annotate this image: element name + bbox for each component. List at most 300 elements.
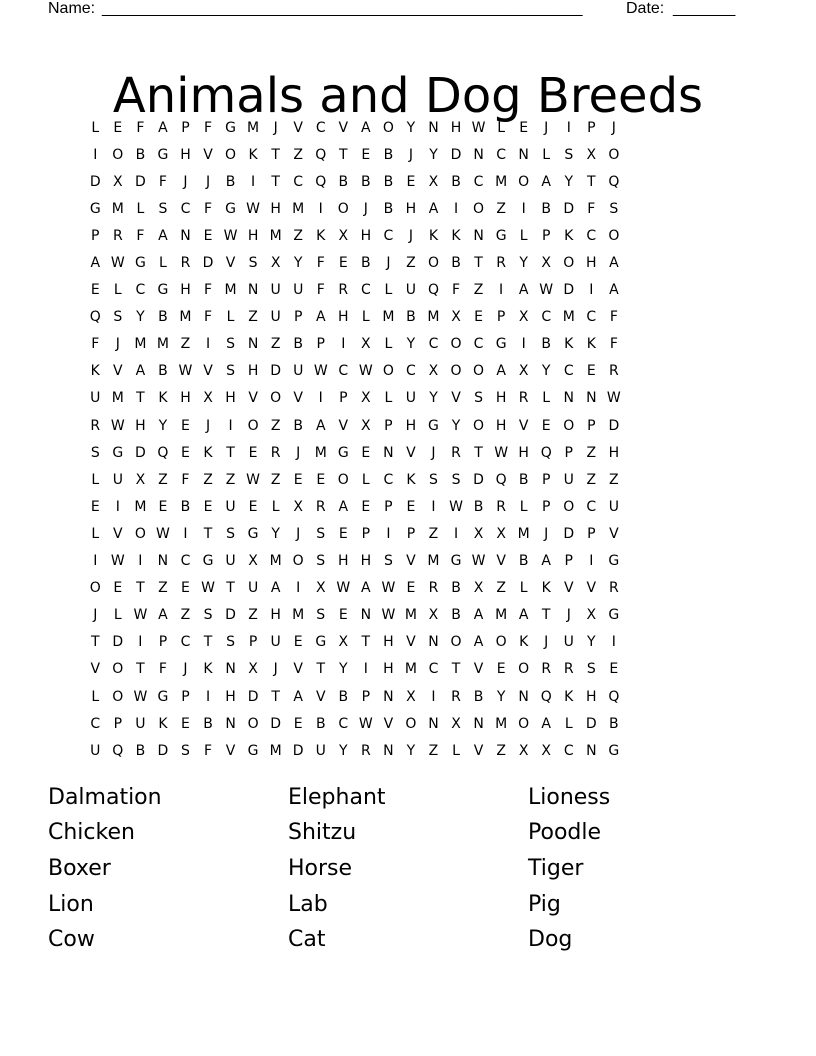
grid-letter: S [316, 607, 326, 624]
grid-letter: U [563, 471, 574, 488]
grid-letter: N [518, 688, 529, 705]
grid-letter: G [608, 742, 620, 759]
grid-letter: W [178, 363, 193, 380]
grid-letter: S [586, 661, 596, 678]
grid-letter: W [471, 553, 486, 570]
grid-letter: Q [157, 444, 169, 461]
grid-letter: P [339, 390, 348, 407]
grid-letter: G [157, 146, 169, 163]
grid-letter: W [358, 715, 373, 732]
grid-letter: B [315, 715, 326, 732]
grid-letter: W [381, 607, 396, 624]
grid-letter: K [428, 227, 439, 244]
grid-letter: Q [89, 309, 101, 326]
grid-letter: A [361, 580, 371, 597]
grid-letter: Z [225, 471, 236, 488]
grid-letter: H [383, 634, 394, 651]
grid-letter: L [159, 255, 167, 272]
grid-letter: O [112, 661, 124, 678]
grid-letter: R [451, 688, 461, 705]
grid-letter: M [517, 525, 530, 542]
grid-letter: N [473, 715, 484, 732]
grid-letter: P [541, 498, 551, 515]
grid-letter: I [341, 336, 346, 353]
grid-letter: H [608, 444, 620, 461]
grid-letter: T [587, 173, 596, 190]
grid-row [84, 737, 625, 764]
grid-letter: T [136, 661, 145, 678]
grid-letter: Y [158, 417, 168, 434]
grid-letter: X [428, 607, 439, 624]
grid-letter: T [271, 146, 280, 163]
grid-letter: S [226, 336, 235, 353]
grid-letter: H [135, 417, 146, 434]
grid-letter: I [115, 498, 120, 515]
grid-letter: I [566, 119, 571, 136]
grid-letter: T [541, 607, 551, 624]
grid-letter: I [431, 688, 436, 705]
grid-letter: P [564, 444, 573, 461]
grid-letter: O [405, 715, 417, 732]
grid-letter: L [113, 607, 122, 624]
word-list [48, 780, 768, 958]
grid-letter: J [115, 336, 120, 353]
grid-letter: P [406, 525, 416, 542]
grid-letter: H [383, 661, 394, 678]
grid-letter: Q [315, 146, 327, 163]
grid-letter: C [428, 336, 439, 353]
grid-letter: A [518, 607, 529, 624]
grid-letter: A [315, 417, 326, 434]
grid-letter: E [181, 417, 190, 434]
grid-letter: S [248, 255, 258, 272]
grid-letter: Z [496, 580, 506, 597]
grid-letter: G [247, 525, 259, 542]
grid-letter: Q [495, 471, 507, 488]
grid-letter: H [586, 688, 597, 705]
grid-letter: D [247, 688, 259, 705]
grid-letter: O [247, 417, 259, 434]
grid-letter: C [406, 363, 416, 380]
grid-letter: W [358, 363, 373, 380]
grid-letter: A [518, 282, 529, 299]
grid-letter: I [453, 525, 459, 542]
grid-letter: H [495, 390, 507, 407]
page-title: Animals and Dog Breeds [112, 68, 704, 125]
grid-letter: N [360, 607, 372, 624]
grid-letter: A [473, 607, 484, 624]
grid-letter: G [134, 255, 146, 272]
grid-letter: C [496, 146, 506, 163]
grid-letter: Q [427, 282, 439, 299]
grid-letter: X [451, 715, 461, 732]
grid-letter: A [158, 119, 168, 136]
grid-letter: T [203, 525, 213, 542]
grid-letter: N [383, 688, 394, 705]
grid-letter: I [453, 200, 459, 217]
grid-letter: A [135, 363, 146, 380]
grid-letter: L [519, 227, 528, 244]
grid-letter: D [563, 200, 575, 217]
grid-letter: M [247, 119, 260, 136]
grid-letter: N [180, 227, 191, 244]
grid-letter: E [90, 282, 100, 299]
grid-letter: M [111, 200, 124, 217]
grid-letter: H [270, 200, 281, 217]
grid-letter: J [183, 661, 188, 678]
grid-letter: T [271, 688, 280, 705]
grid-letter: E [406, 498, 416, 515]
grid-letter: M [156, 336, 169, 353]
grid-letter: K [564, 688, 574, 705]
grid-letter: M [269, 553, 282, 570]
grid-letter: X [270, 255, 281, 272]
grid-letter: A [293, 688, 303, 705]
grid-letter: Q [540, 688, 552, 705]
grid-letter: Y [406, 119, 416, 136]
grid-letter: C [90, 715, 101, 732]
grid-letter: T [226, 444, 235, 461]
grid-letter: L [91, 471, 100, 488]
grid-letter: E [203, 498, 213, 515]
grid-letter: L [542, 146, 551, 163]
grid-letter: W [471, 119, 486, 136]
grid-letter: E [338, 255, 348, 272]
grid-letter: J [93, 607, 98, 624]
grid-letter: O [563, 498, 575, 515]
grid-letter: H [586, 255, 597, 272]
grid-letter: J [363, 200, 368, 217]
grid-letter: I [611, 634, 616, 651]
grid-letter: L [452, 742, 460, 759]
grid-letter: D [473, 471, 484, 488]
grid-letter: N [518, 146, 529, 163]
grid-letter: M [134, 336, 147, 353]
grid-letter: A [361, 119, 371, 136]
grid-letter: P [293, 309, 303, 326]
grid-letter: E [248, 444, 258, 461]
grid-letter: N [383, 444, 394, 461]
word-list-row [48, 887, 768, 923]
grid-letter: C [293, 173, 304, 190]
grid-row [84, 249, 625, 276]
grid-letter: T [474, 255, 483, 272]
grid-letter: B [293, 417, 303, 434]
grid-letter: R [112, 227, 123, 244]
grid-letter: R [608, 363, 619, 380]
grid-letter: Y [587, 634, 596, 651]
grid-letter: O [134, 525, 146, 542]
grid-letter: A [428, 200, 439, 217]
grid-letter: C [180, 200, 191, 217]
grid-letter: X [428, 173, 439, 190]
grid-letter: Z [270, 336, 281, 353]
grid-letter: V [406, 634, 416, 651]
grid-letter: X [518, 742, 529, 759]
grid-letter: Z [428, 742, 439, 759]
grid-letter: P [541, 227, 551, 244]
grid-letter: T [474, 444, 483, 461]
grid-row [84, 141, 625, 168]
grid-letter: L [91, 525, 100, 542]
grid-letter: X [541, 742, 551, 759]
grid-letter: E [181, 444, 190, 461]
grid-letter: D [134, 173, 146, 190]
grid-letter: K [564, 336, 574, 353]
grid-letter: W [246, 200, 261, 217]
grid-letter: W [110, 417, 125, 434]
grid-letter: M [562, 309, 575, 326]
grid-row [84, 548, 625, 575]
grid-letter: J [544, 525, 549, 542]
grid-letter: H [270, 607, 281, 624]
grid-letter: G [225, 119, 236, 136]
grid-letter: V [473, 661, 484, 678]
grid-letter: D [270, 715, 282, 732]
grid-letter: M [427, 553, 440, 570]
grid-letter: N [428, 715, 439, 732]
grid-letter: P [587, 417, 596, 434]
grid-letter: W [494, 444, 509, 461]
grid-letter: E [586, 363, 596, 380]
grid-letter: B [541, 336, 552, 353]
grid-letter: I [296, 580, 301, 597]
grid-letter: U [90, 742, 101, 759]
grid-letter: R [496, 255, 506, 272]
grid-letter: B [451, 607, 461, 624]
grid-letter: N [428, 119, 439, 136]
word-search-grid [84, 114, 625, 764]
grid-letter: R [270, 444, 281, 461]
grid-letter: K [406, 471, 416, 488]
grid-letter: F [136, 119, 145, 136]
grid-letter: U [90, 390, 101, 407]
grid-letter: N [586, 742, 597, 759]
grid-letter: Q [608, 173, 620, 190]
grid-letter: B [383, 173, 394, 190]
grid-letter: X [541, 255, 551, 272]
grid-letter: B [135, 146, 146, 163]
word-list-row [48, 816, 768, 852]
grid-letter: W [606, 390, 621, 407]
grid-letter: P [181, 119, 190, 136]
grid-letter: P [496, 309, 506, 326]
grid-letter: X [338, 634, 349, 651]
grid-letter: H [518, 444, 529, 461]
grid-letter: E [361, 444, 371, 461]
grid-row [84, 710, 625, 737]
grid-letter: O [563, 417, 575, 434]
grid-letter: T [271, 173, 280, 190]
grid-letter: N [225, 715, 236, 732]
grid-letter: V [496, 553, 506, 570]
grid-letter: C [338, 363, 349, 380]
grid-letter: G [428, 417, 439, 434]
grid-letter: M [495, 607, 508, 624]
grid-letter: Z [203, 471, 213, 488]
grid-letter: I [589, 282, 594, 299]
grid-letter: E [474, 309, 483, 326]
grid-letter: F [203, 200, 213, 217]
grid-letter: I [363, 661, 368, 678]
grid-letter: L [564, 715, 573, 732]
grid-row [84, 683, 625, 710]
grid-letter: V [225, 742, 236, 759]
grid-letter: B [158, 363, 168, 380]
grid-letter: E [113, 580, 123, 597]
grid-letter: V [203, 363, 213, 380]
grid-letter: E [338, 525, 348, 542]
grid-letter: O [450, 336, 462, 353]
grid-letter: D [134, 444, 146, 461]
grid-letter: V [586, 580, 597, 597]
grid-letter: V [248, 390, 258, 407]
grid-letter: L [519, 580, 528, 597]
grid-letter: P [361, 688, 371, 705]
grid-letter: J [431, 444, 436, 461]
grid-letter: C [563, 742, 574, 759]
word-list-item: Boxer [48, 855, 111, 881]
grid-letter: A [541, 553, 551, 570]
grid-letter: J [408, 146, 413, 163]
grid-letter: C [135, 282, 146, 299]
grid-letter: I [93, 553, 98, 570]
word-list-item: Cow [48, 927, 95, 953]
grid-letter: O [495, 634, 507, 651]
word-list-item: Cat [288, 927, 326, 953]
grid-letter: O [563, 255, 575, 272]
grid-letter: K [564, 227, 574, 244]
grid-letter: O [112, 146, 124, 163]
grid-letter: S [451, 471, 461, 488]
grid-letter: O [270, 390, 282, 407]
word-list-item: Horse [288, 855, 353, 881]
grid-letter: O [518, 173, 530, 190]
grid-letter: N [586, 390, 597, 407]
grid-letter: E [293, 715, 303, 732]
grid-letter: S [90, 444, 100, 461]
grid-letter: N [383, 742, 394, 759]
grid-letter: E [541, 417, 551, 434]
grid-letter: L [519, 498, 528, 515]
grid-letter: Z [293, 227, 303, 244]
grid-letter: L [136, 200, 145, 217]
grid-letter: U [247, 580, 259, 597]
grid-letter: M [292, 607, 305, 624]
grid-letter: Y [496, 688, 506, 705]
grid-letter: V [90, 661, 101, 678]
grid-letter: D [563, 525, 575, 542]
grid-letter: V [203, 146, 213, 163]
date-blank-line[interactable]: _______ [673, 0, 736, 17]
grid-letter: L [361, 471, 370, 488]
grid-letter: X [203, 390, 213, 407]
grid-letter: L [384, 282, 393, 299]
grid-letter: T [361, 634, 371, 651]
grid-row [84, 385, 625, 412]
grid-letter: B [203, 715, 213, 732]
grid-letter: S [474, 390, 484, 407]
grid-letter: G [157, 688, 169, 705]
grid-letter: X [473, 580, 484, 597]
grid-letter: Z [248, 309, 258, 326]
grid-letter: V [473, 742, 484, 759]
grid-letter: F [587, 200, 596, 217]
grid-letter: F [158, 173, 167, 190]
grid-letter: H [338, 553, 349, 570]
grid-letter: K [158, 715, 168, 732]
grid-letter: S [429, 471, 438, 488]
grid-letter: K [519, 634, 529, 651]
grid-letter: T [90, 634, 100, 651]
grid-letter: Q [112, 742, 124, 759]
grid-letter: J [296, 525, 301, 542]
grid-letter: O [450, 363, 462, 380]
grid-letter: X [361, 390, 371, 407]
grid-letter: C [180, 553, 191, 570]
grid-letter: E [248, 498, 258, 515]
grid-letter: U [293, 363, 304, 380]
grid-letter: Z [586, 471, 597, 488]
name-blank-line[interactable]: ______________________________________________________ [102, 0, 583, 17]
grid-letter: B [225, 173, 236, 190]
grid-letter: H [247, 227, 259, 244]
grid-letter: T [451, 661, 461, 678]
grid-letter: S [564, 146, 574, 163]
grid-letter: J [611, 119, 616, 136]
grid-row [84, 195, 625, 222]
grid-letter: G [450, 553, 462, 570]
grid-letter: T [203, 634, 213, 651]
grid-letter: Z [428, 525, 439, 542]
grid-letter: O [382, 363, 394, 380]
grid-letter: Z [496, 742, 506, 759]
word-list-row [48, 851, 768, 887]
grid-letter: C [473, 173, 484, 190]
grid-letter: F [203, 742, 213, 759]
grid-letter: X [473, 525, 484, 542]
grid-letter: J [205, 173, 211, 190]
grid-letter: H [338, 309, 349, 326]
grid-letter: S [113, 309, 123, 326]
grid-row [84, 304, 625, 331]
grid-letter: U [135, 715, 146, 732]
grid-letter: G [247, 742, 259, 759]
grid-letter: J [183, 173, 188, 190]
grid-letter: S [226, 363, 235, 380]
grid-letter: P [384, 417, 393, 434]
grid-letter: B [338, 173, 349, 190]
grid-letter: P [361, 525, 371, 542]
grid-letter: C [428, 661, 439, 678]
grid-letter: H [180, 390, 191, 407]
grid-letter: D [225, 607, 236, 624]
grid-letter: F [609, 309, 618, 326]
grid-letter: F [203, 282, 213, 299]
grid-letter: B [383, 200, 394, 217]
grid-letter: X [518, 309, 529, 326]
grid-letter: Y [519, 255, 528, 272]
grid-letter: V [338, 119, 349, 136]
grid-letter: X [428, 363, 439, 380]
grid-letter: F [203, 309, 213, 326]
grid-letter: Q [608, 688, 620, 705]
grid-letter: Y [406, 336, 416, 353]
grid-letter: N [247, 336, 259, 353]
grid-letter: V [113, 525, 123, 542]
grid-letter: J [566, 607, 571, 624]
grid-letter: O [247, 715, 259, 732]
